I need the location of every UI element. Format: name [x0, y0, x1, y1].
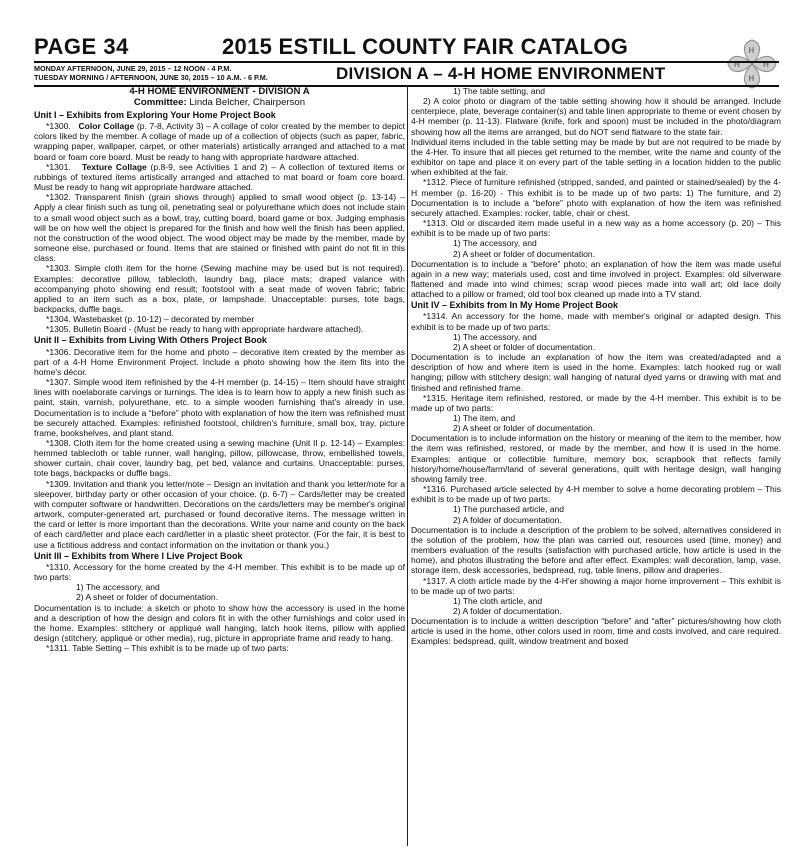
- exhibit-1311: *1311. Table Setting – This exhibit is to be made up of two parts:: [46, 643, 289, 654]
- exhibit-documentation: Documentation is to include information on the history or meaning of the item to the member, how the item was refinished, restored, or made by the member, and how it is used in the home. Examples: antique or collectible furniture, memory box, scrapbook that reflects family history/home/house/farm/land of several generations, quilt with heritage design, wall hanging showing family tree.: [411, 433, 781, 484]
- exhibit-1316: *1316. Purchased article selected by 4-H member to solve a home decorating problem – This exhibit is to be made up of two parts:: [411, 484, 781, 505]
- exhibit-1301: [34, 162, 405, 192]
- exhibit-1300: [34, 121, 405, 162]
- exhibit-part: 2) A sheet or folder of documentation.: [453, 423, 596, 434]
- committee-name: Linda Belcher, Chairperson: [189, 97, 306, 108]
- page-number: PAGE 34: [34, 34, 129, 59]
- svg-text:H: H: [748, 46, 755, 55]
- unit-heading: Unit IV – Exhibits from In My Home Project Book: [411, 300, 619, 311]
- right-column: [411, 86, 781, 647]
- exhibit-part: 2) A folder of documentation.: [453, 514, 562, 525]
- exhibit-1305: *1305. Bulletin Board - (Must be ready to hang with appropriate hardware attached).: [46, 324, 364, 335]
- schedule-line-monday: MONDAY AFTERNOON, JUNE 29, 2015 – 12 NOON - 4 P.M.: [34, 64, 232, 73]
- division-header-bar: [34, 61, 779, 87]
- exhibit-documentation: Documentation is to include a “before” photo; an explanation of how the item was made useful again in a new way; materials used, cost and time involved in project. Examples: old silverware flattened and made into wind chimes; scrap wood pieces made into wall art; old lace doily attached to a pillow or framed; old tool box cleaned up made into a TV stand.: [411, 258, 781, 300]
- division-title: DIVISION A – 4-H HOME ENVIRONMENT: [336, 64, 666, 83]
- svg-text:H: H: [734, 60, 740, 69]
- exhibit-number: *1301.: [46, 161, 71, 172]
- exhibit-1312: *1312. Piece of furniture refinished (stripped, sanded, and painted or stained/sealed) by the 4-H member (p. 16-20) - This exhibit is to be made up of two parts: 1) The furniture, and 2) Documentation is to include a “before” photo with explanation of how the item was refinished securely attached. Examples: rocker, table, chair or chest.: [411, 177, 781, 218]
- left-column: [34, 86, 405, 653]
- exhibit-part: 2) A sheet or folder of documentation.: [453, 248, 596, 259]
- section-title: 4-H HOME ENVIRONMENT - DIVISION A: [129, 86, 310, 97]
- unit-heading: Unit III – Exhibits from Where I Live Project Book: [34, 550, 243, 561]
- exhibit-text: (p. 7-8, Activity 3) – A collage of color created by the member to depict colors liked by the member. A collage of made up of a collection of objects (such as paper, fabric, wrapping paper, wallpaper, carpet, or other materials) artistically arranged and attached to a mat board or foam core board. Must be ready to hang with appropriate hardware attached.: [34, 121, 405, 162]
- exhibit-text: (p.8-9, see Activities 1 and 2) – A collection of textured items or rubbings of textured items artistically arranged and attached to mat board or foam core board. Must be ready to hang wit appropriate hardware attached.: [34, 161, 406, 193]
- unit-heading: Unit II – Exhibits from Living With Others Project Book: [34, 335, 267, 346]
- exhibit-1306: *1306. Decorative item for the home and photo – decorative item created by the member as part of a 4-H Home Environment Project. Include a photo showing how the item fits into the home's décor.: [34, 346, 405, 377]
- exhibit-1317: *1317. A cloth article made by the 4-H'er showing a major home improvement – This exhibit is to be made up of two parts:: [411, 575, 781, 596]
- exhibit-1309: *1309. Invitation and thank you letter/note – Design an invitation and thank you letter/note for a sleepover, birthday party or other occasion of your choice. (p. 6-7) – Cards/letter may be created with computer software or handwritten. Decorations on the cards/letters may be member's original artwork, computer-generated art, purchased or found decorative items. The message written in the card or letter is more important than the decorations. Write your name and county on the back of each card/letter and place each card/letter in a plastic sheet protector. (For the fair, it is best to use a fictitious address and contact information on the invitation or thank you.): [34, 478, 405, 550]
- exhibit-documentation: Documentation is to include a description of the problem to be solved, alternatives considered in the solution of the problem, how the plan was carried out, resources used (time, money) and members evaluation of the results (satisfaction with purchased article, how article is used in the home), and photos illustrating the before and after effect. Examples: wall decoration, lamp, vase, storage item, desk accessories, bedspread, rug, table linens, pillow and draperies.: [411, 524, 781, 576]
- exhibit-part: 1) The table setting, and: [453, 86, 546, 96]
- exhibit-1302: *1302. Transparent finish (grain shows through) applied to small wood object (p. 13-14) – Apply a clear finish such as tung oil, penetrating seal or polyurethane which does not include stain to a small wood object such as a bowl, tray, cutting board, board game or box. Judging emphasis will be on how well the object is prepared for the finish and how well the finish has been applied, not the construction of the wood object. The wood object may be made by the member, made by someone else, purchased or found. Items that are stained or finished with paint do not fit in this class.: [34, 192, 405, 264]
- exhibit-part: 1) The accessory, and: [453, 238, 537, 249]
- exhibit-1307: *1307. Simple wood item refinished by the 4-H member (p. 14-15) – Item should have straight lines with noelaborate carvings or turnings. The idea is to learn how to apply a new finish such as paint, stain, varnish, polyurethane, etc. to a simple wooden furnishing that's already in use. Documentation is to include a “before” photo with explanation of how the item was refinished must be securely attached. Examples: refinished footstool, children's furniture, small box, tray, picture frame, bookshelves, and plant stand.: [34, 377, 405, 438]
- exhibit-number: *1300.: [46, 121, 71, 132]
- exhibit-part: 2) A folder of documentation.: [453, 605, 562, 616]
- exhibit-1304: *1304. Wastebasket (p. 10-12) – decorated by member: [46, 314, 255, 325]
- catalog-title: 2015 ESTILL COUNTY FAIR CATALOG: [222, 34, 629, 59]
- svg-text:H: H: [748, 74, 755, 83]
- exhibit-1310: *1310. Accessory for the home created by the 4-H member. This exhibit is to be made up of two parts:: [34, 561, 405, 583]
- exhibit-1308: *1308. Cloth item for the home created using a sewing machine (Unit II p. 12-14) – Examples: hemmed tablecloth or table runner, wall hanging, pillow, pillowcase, throw, embellished towels, shower curtain, chair cover, laundry bag, pet bed, valance and curtains. Unacceptable: purses, tote bags, backpacks or duffle bags.: [34, 438, 405, 479]
- exhibit-1314: *1314. An accessory for the home, made with member's original or adapted design. This exhibit is to be made up of two parts:: [411, 311, 781, 332]
- committee-line: [34, 97, 405, 108]
- exhibit-part: 1) The cloth article, and: [453, 595, 543, 606]
- exhibit-part: 1) The accessory, and: [76, 582, 160, 593]
- exhibit-documentation: Individual items included in the table setting may be made by but are not required to be made by the 4-Her. To insure that all pieces get returned to the member, write the name and county of the exhibitor on tape and place it on every part of the table setting in a location hidden to the public when exhibited at the fair.: [411, 136, 781, 178]
- committee-label: Committee:: [133, 97, 187, 108]
- exhibit-part: 2) A color photo or diagram of the table setting showing how it should be arranged. Include centerpiece, plate, beverage container(s) and table linen appropriate to theme or event chosen by 4-H member (p. 11-13). Flatware (knife, fork and spoon) must be included in the photo/diagram showing how all the items are arranged, but do NOT send flatware to the state fair.: [411, 96, 781, 137]
- exhibit-part: 1) The purchased article, and: [453, 504, 565, 515]
- exhibit-1315: *1315. Heritage item refinished, restored, or made by the 4-H member. This exhibit is to be made up of two parts:: [411, 392, 781, 413]
- exhibit-1303: *1303. Simple cloth item for the home (Sewing machine may be used but is not required). Examples: decorative pillow, tablecloth, laundry bag, place mats; draped valance with accompanying photo showing end result; footstool with a seat made of woven fabric; fabric applied to an item such as a box, plate, or lampshade. Unacceptable: purses, tote bags, backpacks, duffle bags.: [34, 263, 405, 314]
- exhibit-part: 2) A sheet or folder of documentation.: [453, 341, 596, 352]
- exhibit-part: 2) A sheet or folder of documentation.: [76, 592, 219, 603]
- column-divider: [407, 86, 408, 846]
- svg-text:H: H: [763, 60, 769, 69]
- exhibit-name: Color Collage: [78, 121, 135, 132]
- exhibit-name: Texture Collage: [81, 161, 147, 172]
- page-header: [34, 34, 734, 60]
- exhibit-part: 1) The accessory, and: [453, 331, 537, 342]
- exhibit-part: 1) The item, and: [453, 413, 516, 423]
- exhibit-documentation: Documentation is to include an explanation of how the item was created/adapted and a description of how and where item is used in the home. Examples: latch hooked rug or wall hanging; pillow with stitchery design; wall hanging of natural dyed yarns or drawing with mat and finished and refinished frame.: [411, 352, 781, 393]
- schedule-line-tuesday: TUESDAY MORNING / AFTERNOON, JUNE 30, 2015 – 10 A.M. - 6 P.M.: [34, 72, 268, 82]
- exhibit-documentation: Documentation is to include: a sketch or photo to show how the accessory is used in the home and a description of how the design and colors fit in with the other furnishings and color used in the home. Examples: stitchery or appliqué wall hanging, latch hook items, pillow with applied design (stitchery, appliqué or other media), rug, picture in appropriate frame and ready to hang.: [34, 602, 405, 643]
- schedule-info: [34, 65, 268, 82]
- unit-heading: Unit I – Exhibits from Exploring Your Home Project Book: [34, 110, 276, 120]
- exhibit-documentation: Documentation is to include a written description “before” and “after” pictures/showing how cloth article is used in the home, other colors used in room, time and costs involved, and care required. Examples: bedspread, quilt, window treatment and boxed: [411, 616, 781, 647]
- exhibit-1313: *1313. Old or discarded item made useful in a new way as a home accessory (p. 20) – This exhibit is to be made up of two parts:: [411, 218, 781, 239]
